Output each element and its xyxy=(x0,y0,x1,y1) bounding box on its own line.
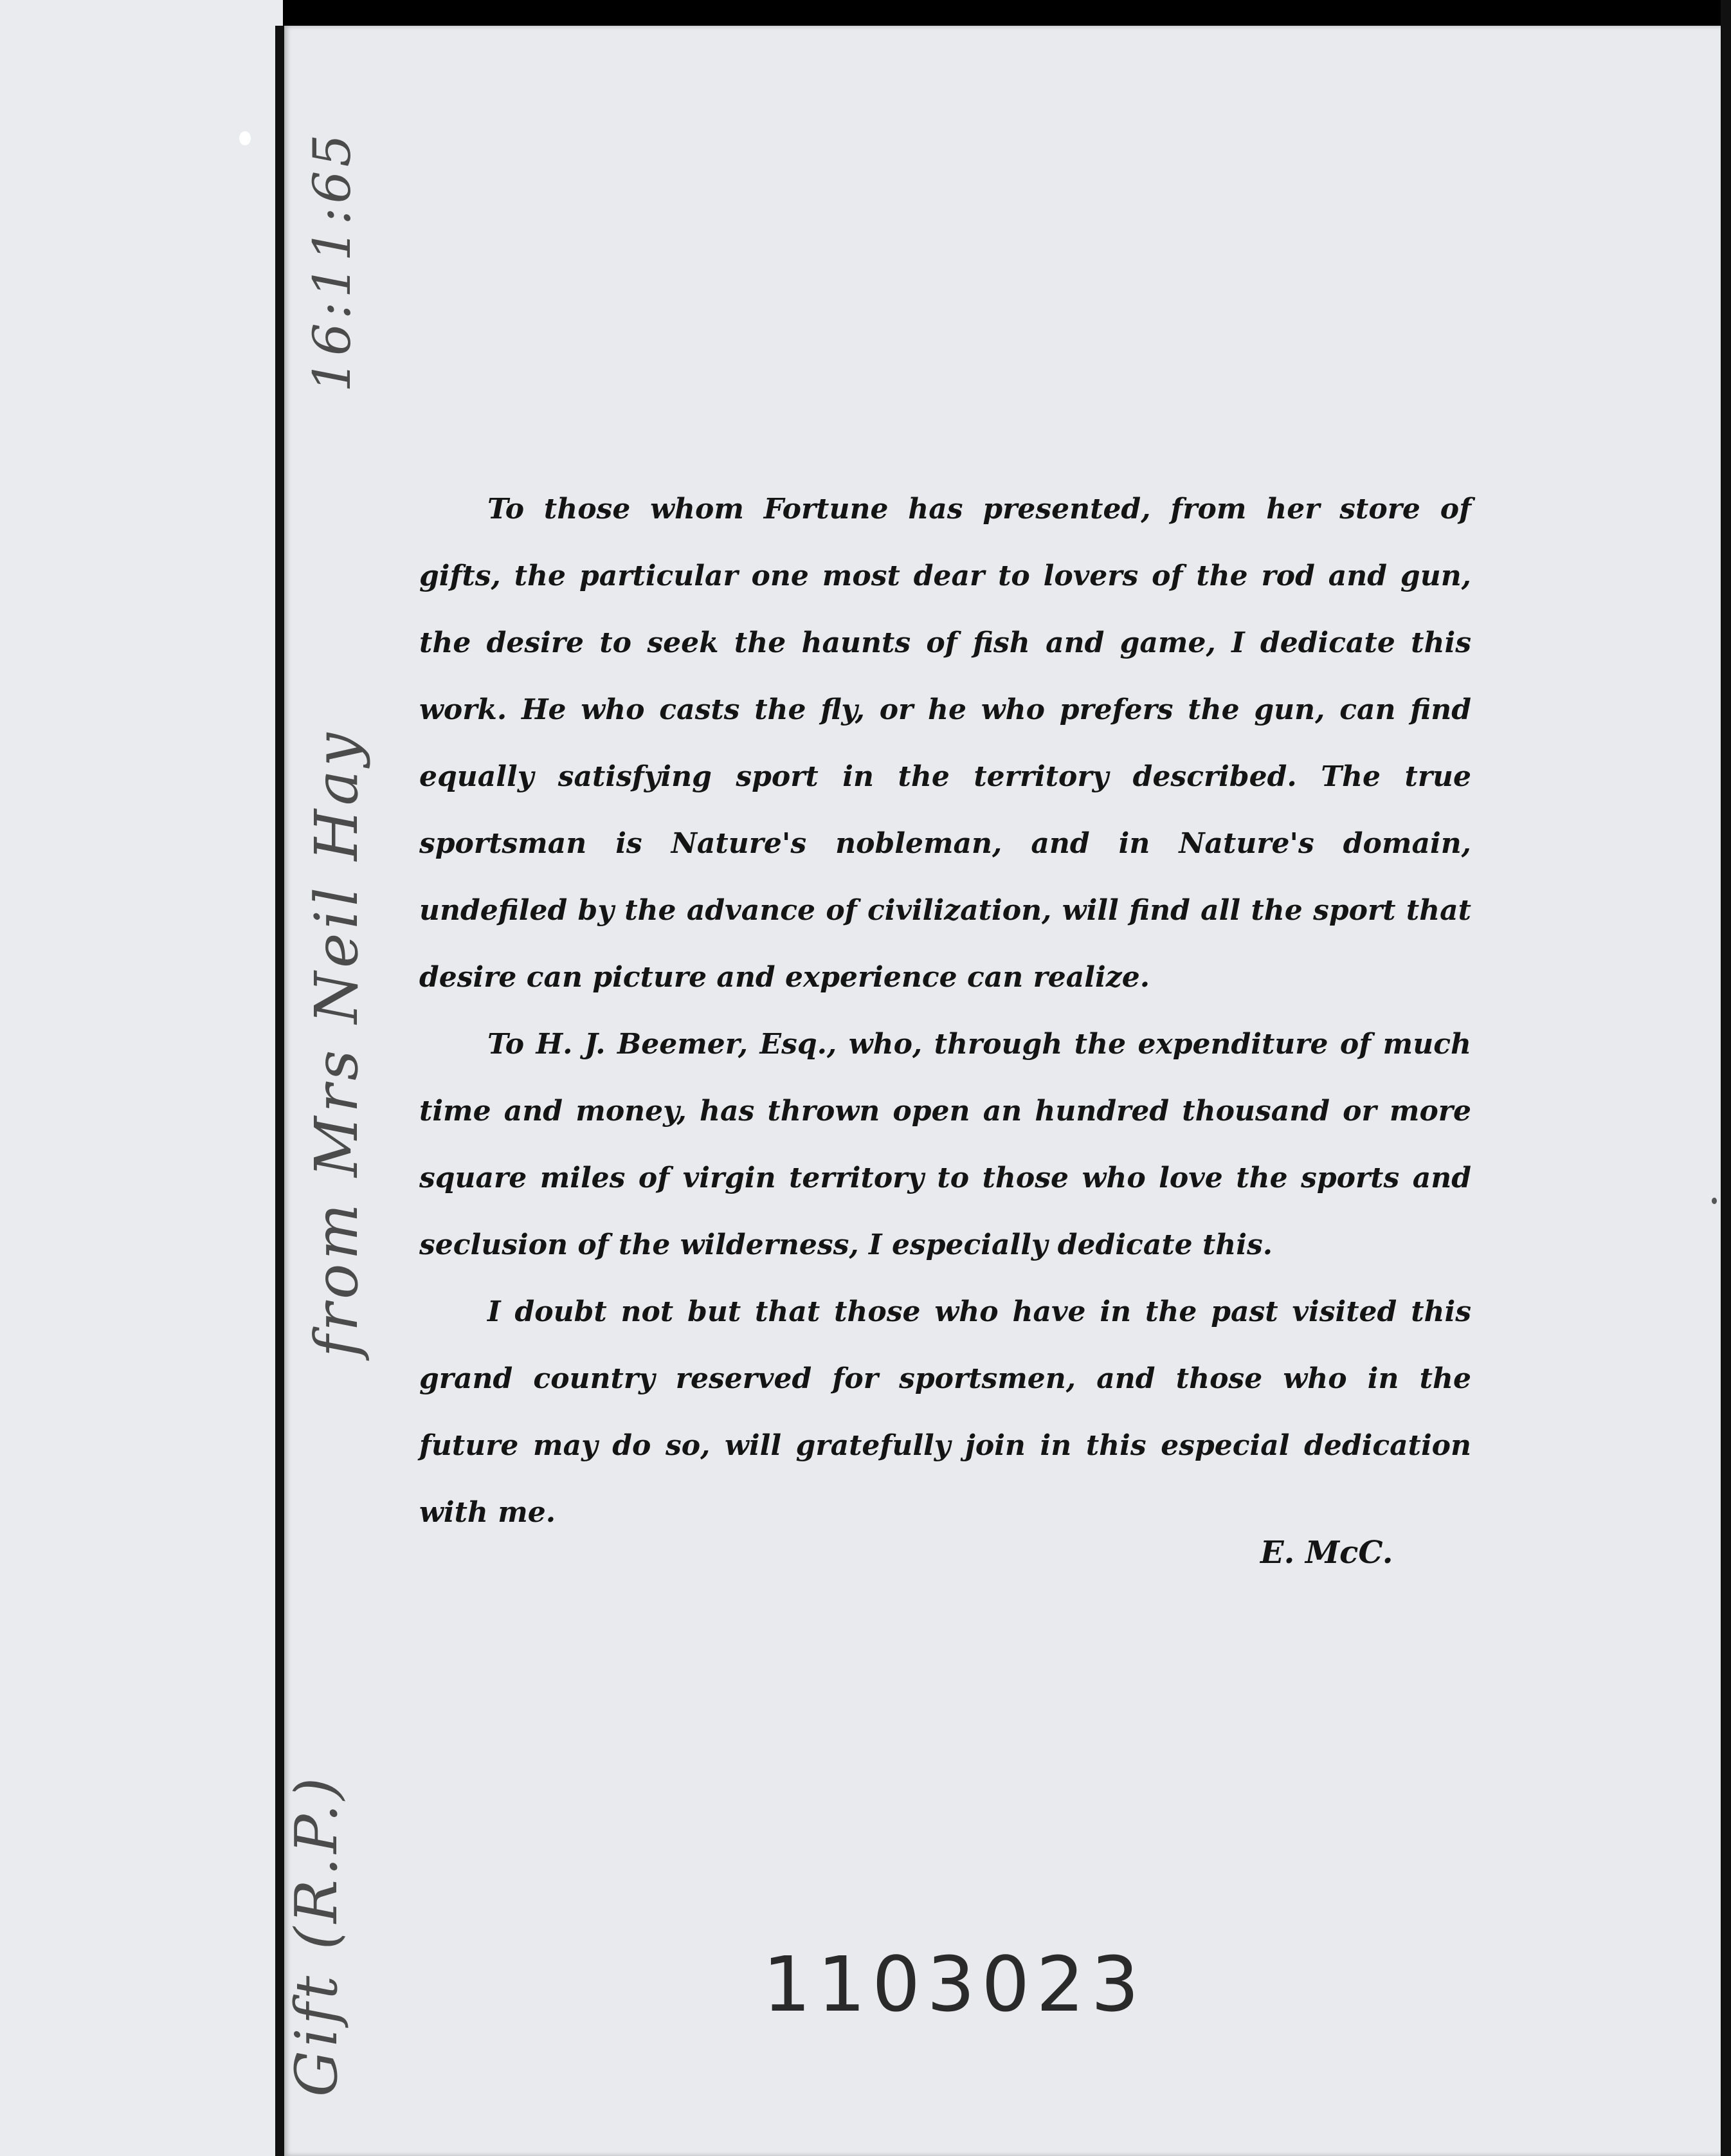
handwritten-date: 16:11:65 xyxy=(302,130,362,392)
facing-page-edge xyxy=(0,0,283,2156)
handwritten-provenance-note: from Mrs Neil Hay xyxy=(302,729,371,1357)
handwritten-gift-note: Gift (R.P.) xyxy=(283,1773,350,2097)
right-scan-border xyxy=(1721,0,1731,2156)
dedication-signature: E. McC. xyxy=(1260,1535,1393,1571)
scan-speck xyxy=(1712,1198,1717,1204)
dedication-paragraph-2: To H. J. Beemer, Esq., who, through the expenditure of much time and money, has thrown open an hundred thousand or more square miles of virgin territory to those who love the sports and seclusion of the wilderness, I especially dedicate this. xyxy=(419,1028,1471,1261)
dedication-text xyxy=(419,476,1471,1546)
dedication-paragraph-1: To those whom Fortune has presented, from her store of gifts, the particular one most dear to lovers of the rod and gun, the desire to seek the haunts of fish and game, I dedicate this work. He who casts the fly, or he who prefers the gun, can find equally satisfying sport in the territory described. The true sportsman is Nature's nobleman, and in Nature's domain, undefiled by the advance of civilization, will find all the sport that desire can picture and experience can realize. xyxy=(419,493,1471,994)
scan-speck xyxy=(239,131,251,145)
dedication-paragraph-3: I doubt not but that those who have in the past visited this grand country reserved for sportsmen, and those who in the future may do so, will gratefully join in this especial dedication with me. xyxy=(419,1295,1471,1529)
accession-number: 1103023 xyxy=(763,1940,1146,2029)
